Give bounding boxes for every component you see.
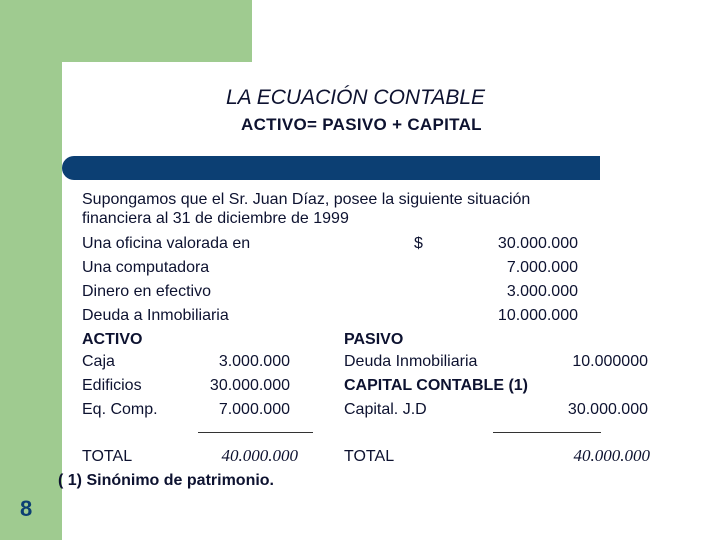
slide-title: LA ECUACIÓN CONTABLE bbox=[226, 86, 486, 109]
item-value: 10.000.000 bbox=[497, 307, 578, 324]
activo-total-label: TOTAL bbox=[82, 448, 133, 465]
activo-row-value: 7.000.000 bbox=[218, 401, 290, 418]
pasivo-heading: PASIVO bbox=[344, 331, 404, 348]
intro-line-1: Supongamos que el Sr. Juan Díaz, posee la siguiente situación bbox=[82, 191, 531, 208]
item-value: 3.000.000 bbox=[506, 283, 578, 300]
left-green-strip bbox=[0, 0, 62, 540]
item-currency: $ bbox=[414, 235, 423, 252]
activo-total-value: 40.000.000 bbox=[221, 446, 298, 465]
top-green-block bbox=[0, 0, 252, 62]
activo-row-label: Caja bbox=[82, 353, 115, 370]
title-divider-bar bbox=[62, 156, 600, 180]
pasivo-debt-value: 10.000000 bbox=[572, 353, 648, 370]
item-label: Dinero en efectivo bbox=[82, 283, 211, 300]
footnote: ( 1) Sinónimo de patrimonio. bbox=[58, 472, 274, 489]
pasivo-total-label: TOTAL bbox=[344, 448, 395, 465]
capital-heading: CAPITAL CONTABLE (1) bbox=[344, 377, 528, 394]
activo-row-value: 30.000.000 bbox=[209, 377, 290, 394]
activo-total-rule bbox=[198, 432, 313, 433]
activo-row-value: 3.000.000 bbox=[218, 353, 290, 370]
activo-heading: ACTIVO bbox=[82, 331, 143, 348]
capital-label: Capital. J.D bbox=[344, 401, 427, 418]
slide-subtitle: ACTIVO= PASIVO + CAPITAL bbox=[241, 115, 482, 134]
item-label: Una computadora bbox=[82, 259, 210, 276]
item-value: 30.000.000 bbox=[497, 235, 578, 252]
intro-line-2: financiera al 31 de diciembre de 1999 bbox=[82, 210, 349, 227]
item-value: 7.000.000 bbox=[506, 259, 578, 276]
activo-row-label: Edificios bbox=[82, 377, 142, 394]
pasivo-debt-label: Deuda Inmobiliaria bbox=[344, 353, 478, 370]
pasivo-total-value: 40.000.000 bbox=[573, 446, 650, 465]
activo-row-label: Eq. Comp. bbox=[82, 401, 158, 418]
capital-value: 30.000.000 bbox=[567, 401, 648, 418]
slide-number: 8 bbox=[20, 496, 33, 521]
item-label: Una oficina valorada en bbox=[82, 235, 251, 252]
pasivo-total-rule bbox=[493, 432, 601, 433]
item-label: Deuda a Inmobiliaria bbox=[82, 307, 229, 324]
